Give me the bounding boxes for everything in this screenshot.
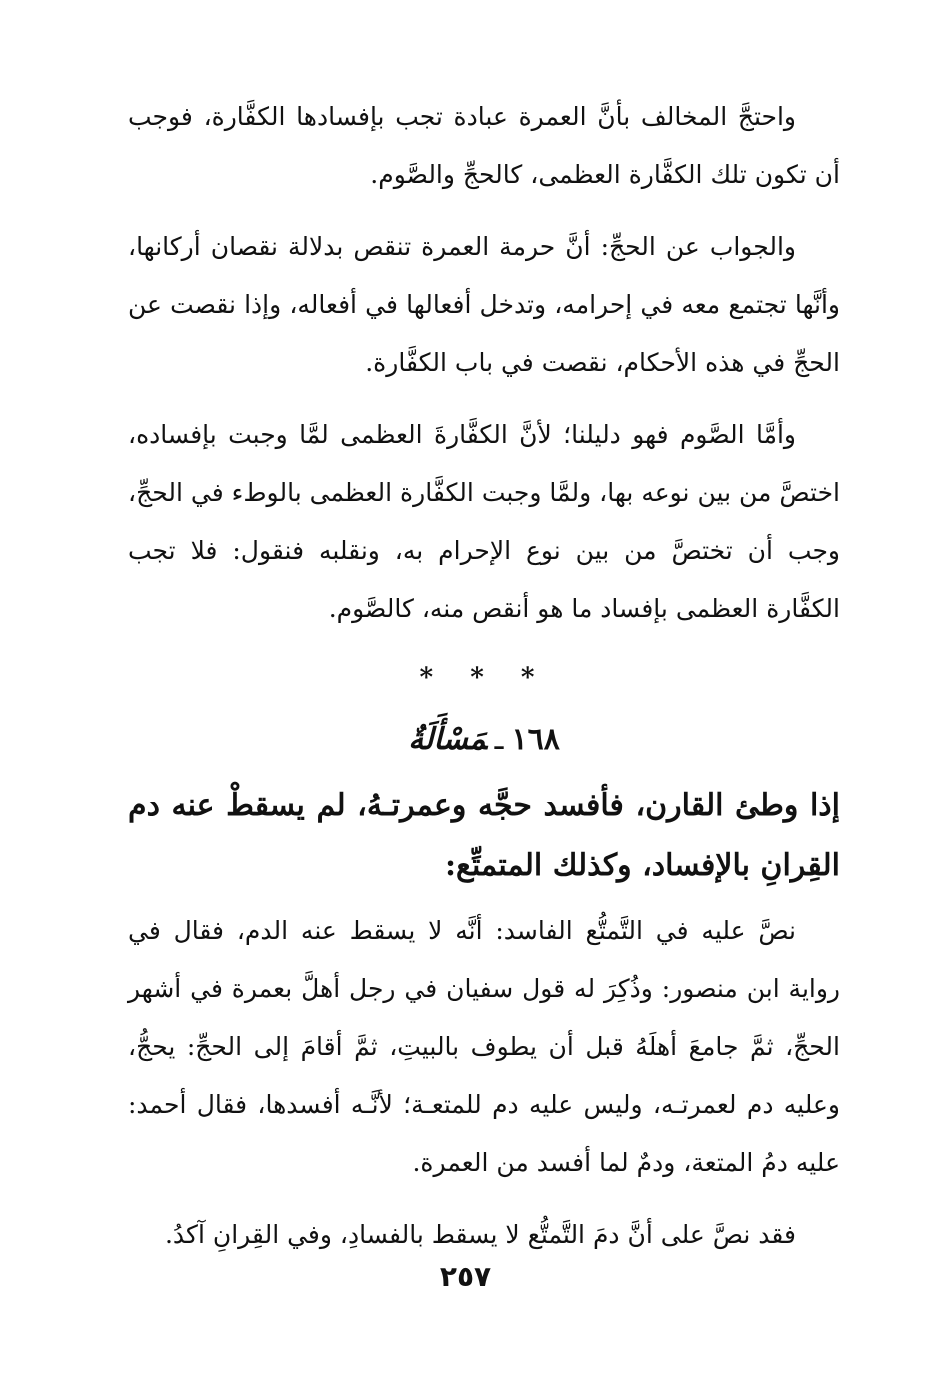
paragraph-response-hajj: والجواب عن الحجِّ: أنَّ حرمة العمرة تنقص بدلالة نقصان أركانها، وأنَّها تجتمع معه في إحرامه، وتدخل أفعالها في أفعاله، وإذا نقصت عن الحجِّ في هذه الأحكام، نقصت في باب الكفَّارة. xyxy=(128,232,840,377)
issue-number: ١٦٨ xyxy=(511,722,560,757)
page-number: ٢٥٧ xyxy=(439,1260,492,1293)
paragraph-text-evidence: نصَّ عليه في التَّمتُّع الفاسد: أنَّه لا يسقط عنه الدم، فقال في رواية ابن منصور: وذُكِرَ له قول سفيان في رجل أهلَّ بعمرة في أشهر الحجِّ، ثمَّ جامعَ أهلَهُ قبل أن يطوف بالبيتِ، ثمَّ أقامَ إلى الحجِّ: يحجُّ، وعليه دم لعمرتـه، وليس عليه دم للمتعـة؛ لأنَّـه أفسدها، فقال أحمد: عليه دمُ المتعة، ودمٌ لما أفسد من العمرة. xyxy=(128,916,840,1177)
issue-separator: ـ xyxy=(494,722,504,757)
paragraph-argument: واحتجَّ المخالف بأنَّ العمرة عبادة تجب بإفسادها الكفَّارة، فوجب أن تكون تلك الكفَّارة العظمى، كالحجِّ والصَّوم. xyxy=(128,102,840,189)
issue-heading xyxy=(128,712,840,768)
issue-title: مَسْأَلَةٌ xyxy=(408,722,487,757)
section-divider: * * * xyxy=(419,663,549,693)
paragraph-conclusion: فقد نصَّ على أنَّ دمَ التَّمتُّع لا يسقط بالفسادِ، وفي القِرانِ آكدُ. xyxy=(164,1220,796,1249)
issue-statement: إذا وطئ القارن، فأفسد حجَّه وعمرتـهُ، لم يسقطْ عنه دم القِرانِ بالإفساد، وكذلك المتمتِّع: xyxy=(128,788,840,883)
paragraph-response-fasting: وأمَّا الصَّوم فهو دليلنا؛ لأنَّ الكفَّارةَ العظمى لمَّا وجبت بإفساده، اختصَّ من بين نوعه بها، ولمَّا وجبت الكفَّارة العظمى بالوطء في الحجِّ، وجب أن تختصَّ من بين نوع الإحرام به، ونقلبه فنقول: فلا تجب الكفَّارة العظمى بإفساد ما هو أنقص منه، كالصَّوم. xyxy=(128,420,840,623)
page-body xyxy=(128,88,840,1278)
